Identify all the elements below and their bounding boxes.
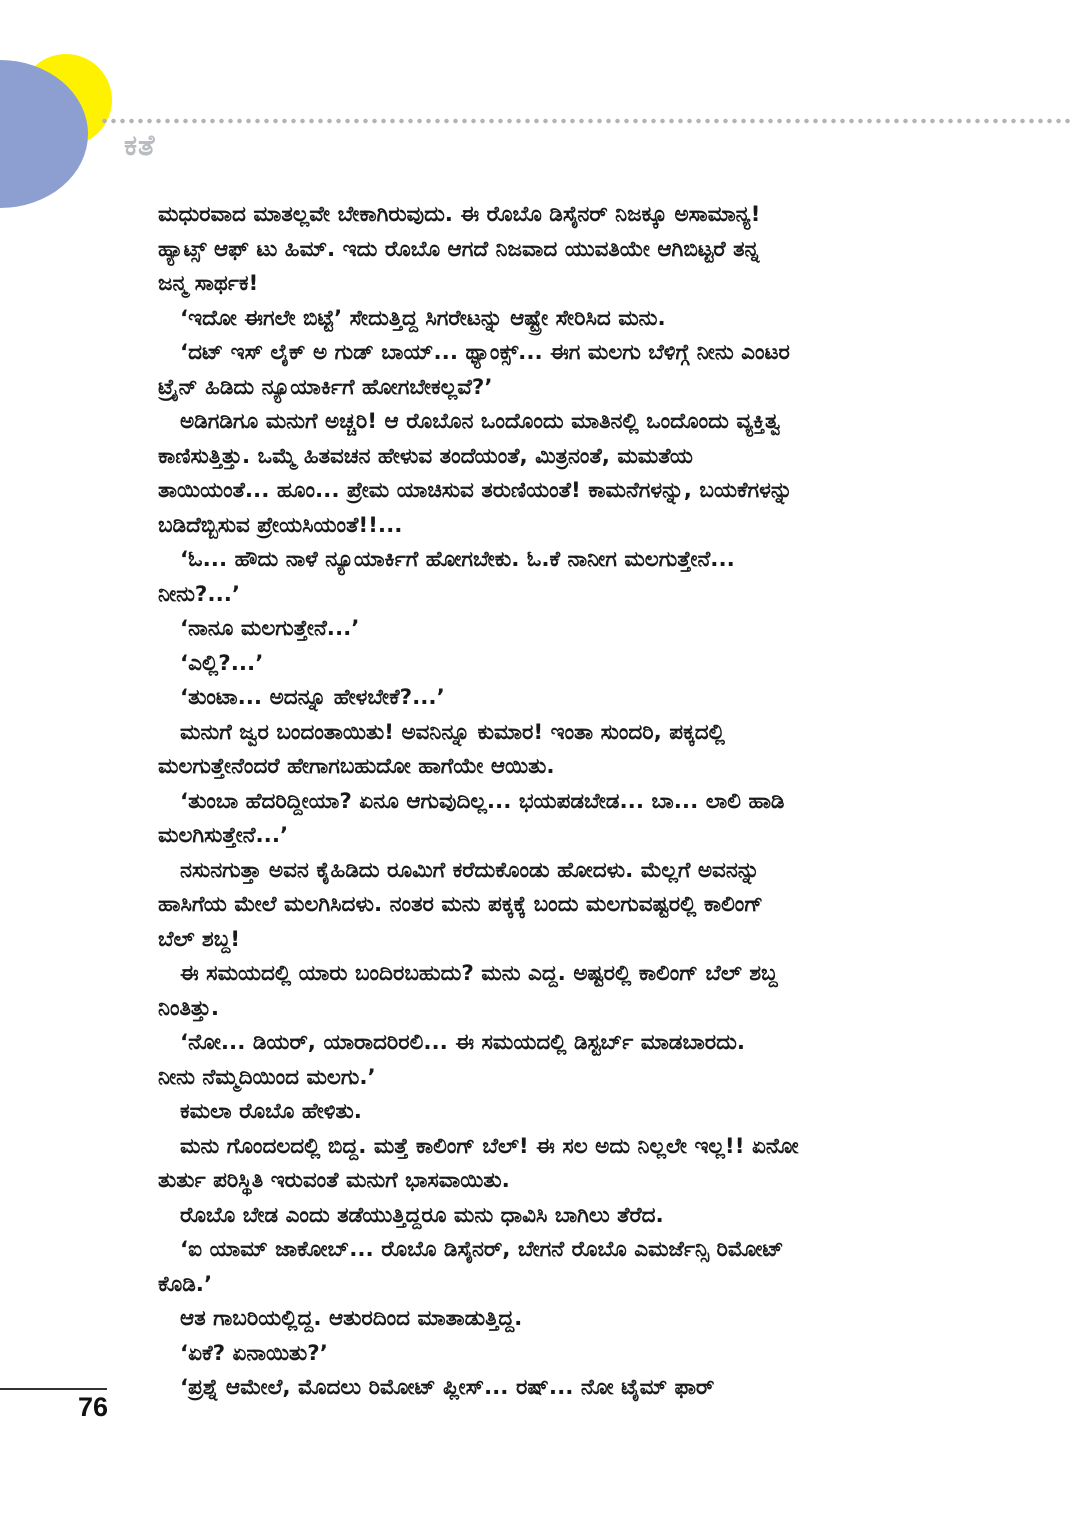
text-line: ಮಲಗಿಸುತ್ತೇನೆ...’ xyxy=(158,823,289,848)
text-line: ಮನು ಗೊಂದಲದಲ್ಲಿ ಬಿದ್ದ. ಮತ್ತೆ ಕಾಲಿಂಗ್ ಬೆಲ್! ಈ ಸಲ ಅದು ನಿಲ್ಲಲೇ ಇಲ್ಲ!! ಏನೋ xyxy=(180,1133,799,1159)
text-line: ಕೊಡಿ.’ xyxy=(158,1271,213,1297)
text-line: ಮಧುರವಾದ ಮಾತಲ್ಲವೇ ಬೇಕಾಗಿರುವುದು. ಈ ರೊಬೊ ಡಿಸೈನರ್ ನಿಜಕ್ಕೂ ಅಸಾಮಾನ್ಯ! xyxy=(158,202,761,227)
text-line: ‘ಎಲ್ಲಿ?...’ xyxy=(180,650,264,676)
text-line: ‘ನಾನೂ ಮಲಗುತ್ತೇನೆ...’ xyxy=(180,616,360,641)
text-line: ತುರ್ತು ಪರಿಸ್ಥಿತಿ ಇರುವಂತೆ ಮನುಗೆ ಭಾಸವಾಯಿತು. xyxy=(158,1168,510,1193)
text-line: ನಿಂತಿತ್ತು. xyxy=(158,995,220,1021)
header-dotted-rule xyxy=(100,117,1072,125)
text-line: ಬೆಲ್ ಶಬ್ದ! xyxy=(158,926,241,952)
text-line: ‘ದಟ್ ಇಸ್ ಲೈಕ್ ಅ ಗುಡ್ ಬಾಯ್... ಥ್ಯಾಂಕ್ಸ್... ಈಗ ಮಲಗು ಬೆಳಿಗ್ಗೆ ನೀನು ಎಂಟರ xyxy=(180,340,790,365)
text-line: ಕಾಣಿಸುತ್ತಿತ್ತು. ಒಮ್ಮೆ ಹಿತವಚನ ಹೇಳುವ ತಂದೆಯಂತೆ, ಮಿತ್ರನಂತೆ, ಮಮತೆಯ xyxy=(158,443,693,469)
text-line: ‘ಓ... ಹೌದು ನಾಳೆ ನ್ಯೂಯಾರ್ಕಿಗೆ ಹೋಗಬೇಕು. ಓ.ಕೆ ನಾನೀಗ ಮಲಗುತ್ತೇನೆ... xyxy=(180,547,735,572)
text-line: ಬಡಿದೆಬ್ಬಿಸುವ ಪ್ರೇಯಸಿಯಂತೆ!!... xyxy=(158,512,403,538)
text-line: ತಾಯಿಯಂತೆ... ಹೂಂ... ಪ್ರೇಮ ಯಾಚಿಸುವ ತರುಣಿಯಂತೆ! ಕಾಮನೆಗಳನ್ನು, ಬಯಕೆಗಳನ್ನು xyxy=(158,478,793,503)
text-line: ನಸುನಗುತ್ತಾ ಅವನ ಕೈಹಿಡಿದು ರೂಮಿಗೆ ಕರೆದುಕೊಂಡು ಹೋದಳು. ಮೆಲ್ಲಗೆ ಅವನನ್ನು xyxy=(180,857,760,883)
text-line: ‘ಪ್ರಶ್ನೆ ಆಮೇಲೆ, ಮೊದಲು ರಿಮೋಟ್ ಪ್ಲೀಸ್... ರಷ್... ನೋ ಟೈಮ್ ಫಾರ್ xyxy=(180,1375,715,1400)
text-line: ಹಾಸಿಗೆಯ ಮೇಲೆ ಮಲಗಿಸಿದಳು. ನಂತರ ಮನು ಪಕ್ಕಕ್ಕೆ ಬಂದು ಮಲಗುವಷ್ಟರಲ್ಲಿ ಕಾಲಿಂಗ್ xyxy=(158,892,763,917)
text-line: ಅಡಿಗಡಿಗೂ ಮನುಗೆ ಅಚ್ಚರಿ! ಆ ರೊಬೊನ ಒಂದೊಂದು ಮಾತಿನಲ್ಲಿ ಒಂದೊಂದು ವ್ಯಕ್ತಿತ್ವ xyxy=(180,409,781,434)
text-line: ‘ನೋ... ಡಿಯರ್, ಯಾರಾದರಿರಲಿ... ಈ ಸಮಯದಲ್ಲಿ ಡಿಸ್ಟರ್ಬ್ ಮಾಡಬಾರದು. xyxy=(180,1030,746,1055)
text-line: ‘ಏಕೆ? ಏನಾಯಿತು?’ xyxy=(180,1340,328,1366)
text-line: ಮನುಗೆ ಜ್ವರ ಬಂದಂತಾಯಿತು! ಅವನಿನ್ನೂ ಕುಮಾರ! ಇಂತಾ ಸುಂದರಿ, ಪಕ್ಕದಲ್ಲಿ xyxy=(180,719,725,745)
text-line: ‘ತುಂಟಾ... ಅದನ್ನೂ ಹೇಳಬೇಕೆ?...’ xyxy=(180,685,445,710)
footer-rule xyxy=(0,1388,107,1390)
text-line: ಜನ್ಮ ಸಾರ್ಥಕ! xyxy=(158,271,259,296)
section-title: ಕತೆ xyxy=(124,128,156,162)
story-text xyxy=(158,198,918,1406)
text-line: ‘ಇದೋ ಈಗಲೇ ಬಿಟ್ಟೆ’ ಸೇದುತ್ತಿದ್ದ ಸಿಗರೇಟನ್ನು ಆಷ್ಟ್ರೇ ಸೇರಿಸಿದ ಮನು. xyxy=(180,305,666,331)
text-line: ರೊಬೊ ಬೇಡ ಎಂದು ತಡೆಯುತ್ತಿದ್ದರೂ ಮನು ಧಾವಿಸಿ ಬಾಗಿಲು ತೆರೆದ. xyxy=(180,1202,664,1228)
text-line: ಟ್ರೈನ್ ಹಿಡಿದು ನ್ಯೂಯಾರ್ಕಿಗೆ ಹೋಗಬೇಕಲ್ಲವೆ?’ xyxy=(158,374,493,400)
text-line: ನೀನು?...’ xyxy=(158,581,241,607)
text-line: ಕಮಲಾ ರೊಬೊ ಹೇಳಿತು. xyxy=(180,1099,362,1124)
text-line: ನೀನು ನೆಮ್ಮದಿಯಿಂದ ಮಲಗು.’ xyxy=(158,1064,376,1090)
text-line: ‘ತುಂಬಾ ಹೆದರಿದ್ದೀಯಾ? ಏನೂ ಆಗುವುದಿಲ್ಲ... ಭಯಪಡಬೇಡ... ಬಾ... ಲಾಲಿ ಹಾಡಿ xyxy=(180,788,785,814)
text-line: ಮಲಗುತ್ತೇನೆಂದರೆ ಹೇಗಾಗಬಹುದೋ ಹಾಗೆಯೇ ಆಯಿತು. xyxy=(158,754,555,779)
page-number: 76 xyxy=(78,1392,109,1422)
text-line: ಈ ಸಮಯದಲ್ಲಿ ಯಾರು ಬಂದಿರಬಹುದು? ಮನು ಎದ್ದ. ಅಷ್ಟರಲ್ಲಿ ಕಾಲಿಂಗ್ ಬೆಲ್ ಶಬ್ದ xyxy=(180,961,778,986)
text-line: ಆತ ಗಾಬರಿಯಲ್ಲಿದ್ದ. ಆತುರದಿಂದ ಮಾತಾಡುತ್ತಿದ್ದ. xyxy=(180,1306,523,1331)
text-line: ‘ಐ ಯಾಮ್ ಜಾಕೋಬ್... ರೊಬೊ ಡಿಸೈನರ್, ಬೇಗನೆ ರೊಬೊ ಎಮರ್ಜೆನ್ಸಿ ರಿಮೋಟ್ xyxy=(180,1237,784,1262)
text-line: ಹ್ಯಾಟ್ಸ್ ಆಫ್ ಟು ಹಿಮ್. ಇದು ರೊಬೊ ಆಗದೆ ನಿಜವಾದ ಯುವತಿಯೇ ಆಗಿಬಿಟ್ಟರೆ ತನ್ನ xyxy=(158,236,760,262)
